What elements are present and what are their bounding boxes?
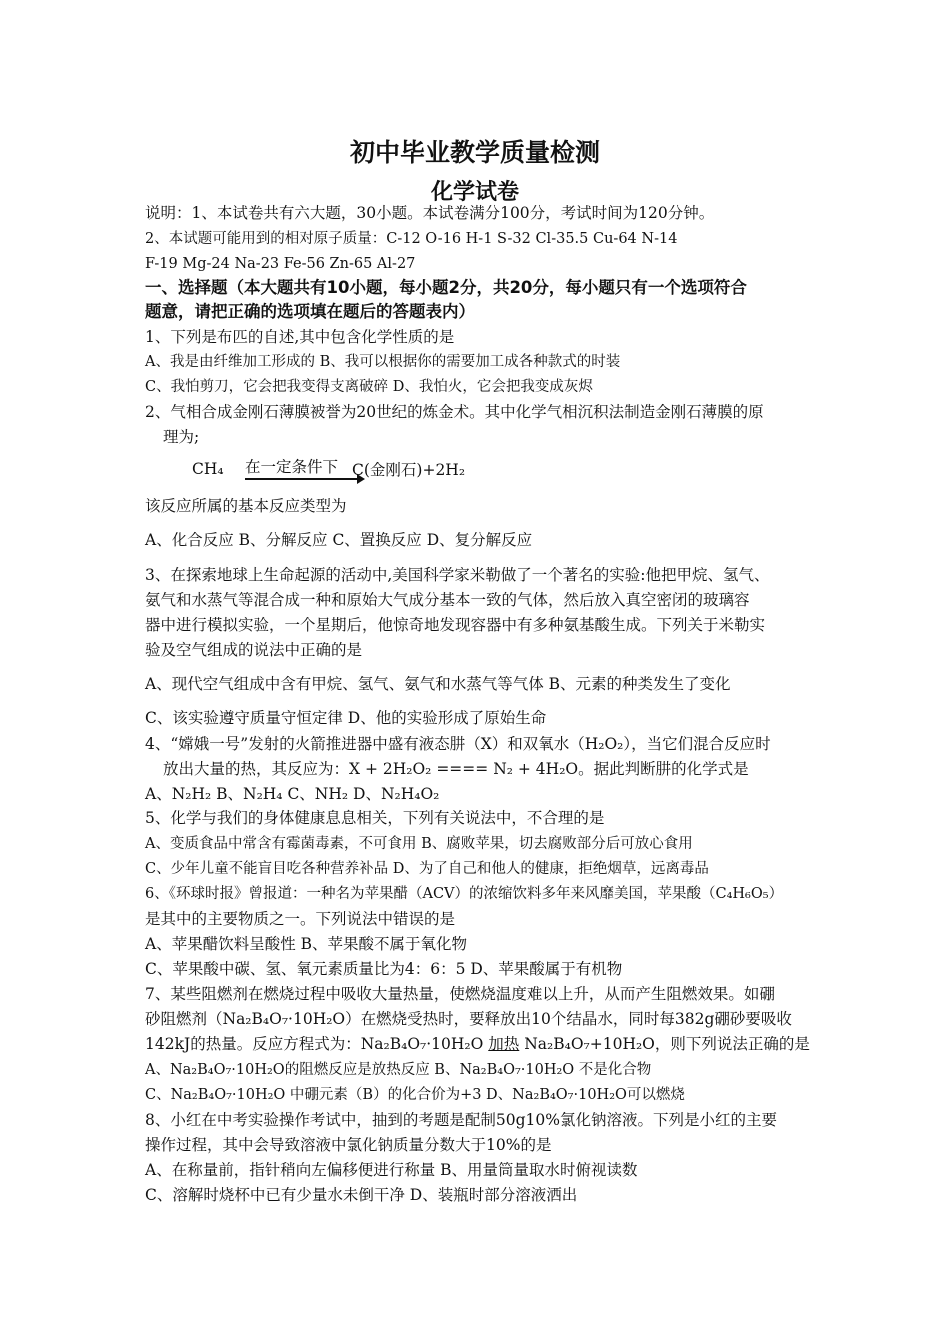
q7-heat-condition: 加热 — [488, 1035, 520, 1053]
reaction-arrow-line — [245, 478, 363, 480]
section-heading-line-1: 一、选择题（本大题共有10小题，每小题2分，共20分，每小题只有一个选项符合 — [145, 278, 747, 297]
instructions-line-3: F-19 Mg-24 Na-23 Fe-56 Zn-65 Al-27 — [145, 256, 416, 272]
q5-stem: 5、化学与我们的身体健康息息相关，下列有关说法中，不合理的是 — [145, 809, 605, 827]
q3-line-1: 3、在探索地球上生命起源的活动中,美国科学家米勒做了一个著名的实验:他把甲烷、氢气、 — [145, 566, 770, 584]
q7-line-2: 砂阻燃剂（Na₂B₄O₇·10H₂O）在燃烧受热时，要释放出10个结晶水，同时每382g硼砂要吸收 — [145, 1010, 792, 1028]
q7-line-1: 7、某些阻燃剂在燃烧过程中吸收大量热量，使燃烧温度难以上升，从而产生阻燃效果。如硼 — [145, 985, 775, 1003]
q7-equation-end: Na₂B₄O₇+10H₂O，则下列说法正确的是 — [519, 1035, 810, 1053]
q5-options-cd: C、少年儿童不能盲目吃各种营养补品 D、为了自己和他人的健康，拒绝烟草，远离毒品 — [145, 861, 709, 877]
q5-options-ab: A、变质食品中常含有霉菌毒素，不可食用 B、腐败苹果，切去腐败部分后可放心食用 — [145, 836, 693, 852]
q7-options-ab: A、Na₂B₄O₇·10H₂O的阻燃反应是放热反应 B、Na₂B₄O₇·10H₂O 不是化合物 — [145, 1062, 652, 1078]
exam-subtitle: 化学试卷 — [430, 180, 519, 205]
q1-options-cd: C、我怕剪刀，它会把我变得支离破碎 D、我怕火，它会把我变成灰烬 — [145, 379, 593, 395]
q7-equation-start: 142kJ的热量。反应方程式为：Na₂B₄O₇·10H₂O — [145, 1035, 489, 1053]
q6-line-1: 6、《环球时报》曾报道：一种名为苹果醋（ACV）的浓缩饮料多年来风靡美国，苹果酸（C₄H₆O₅） — [145, 886, 784, 902]
q8-line-1: 8、小红在中考实验操作考试中，抽到的考题是配制50g10%氯化钠溶液。下列是小红的主要 — [145, 1111, 777, 1129]
q2-stem-line-1: 2、气相合成金刚石薄膜被誉为20世纪的炼金术。其中化学气相沉积法制造金刚石薄膜的原 — [145, 403, 764, 421]
q1-stem: 1、下列是布匹的自述,其中包含化学性质的是 — [145, 328, 455, 346]
q2-question: 该反应所属的基本反应类型为 — [145, 497, 347, 515]
q1-options-ab: A、我是由纤维加工形成的 B、我可以根据你的需要加工成各种款式的时装 — [145, 354, 621, 370]
exam-title: 初中毕业教学质量检测 — [349, 138, 600, 167]
q6-options-cd: C、苹果酸中碳、氢、氧元素质量比为4：6：5 D、苹果酸属于有机物 — [145, 960, 623, 978]
q2-equation — [192, 460, 224, 478]
q3-options-ab: A、现代空气组成中含有甲烷、氢气、氨气和水蒸气等气体 B、元素的种类发生了变化 — [145, 675, 731, 693]
q2-options: A、化合反应 B、分解反应 C、置换反应 D、复分解反应 — [145, 531, 533, 549]
q2-stem-line-2: 理为; — [163, 428, 200, 446]
instructions-line-2: 2、本试题可能用到的相对原子质量：C-12 O-16 H-1 S-32 Cl-35.5 Cu-64 N-14 — [145, 231, 678, 247]
q7-line-3 — [145, 1034, 810, 1054]
q6-options-ab: A、苹果醋饮料呈酸性 B、苹果酸不属于氧化物 — [145, 935, 468, 953]
q8-options-ab: A、在称量前，指针稍向左偏移便进行称量 B、用量筒量取水时俯视读数 — [145, 1161, 638, 1179]
q3-line-4: 验及空气组成的说法中正确的是 — [145, 641, 363, 659]
q4-line-1: 4、“嫦娥一号”发射的火箭推进器中盛有液态肼（X）和双氧水（H₂O₂），当它们混合反应时 — [145, 735, 771, 753]
q3-options-cd: C、该实验遵守质量守恒定律 D、他的实验形成了原始生命 — [145, 709, 547, 727]
q6-line-2: 是其中的主要物质之一。下列说法中错误的是 — [145, 910, 456, 928]
q2-product: C(金刚石)+2H₂ — [352, 461, 466, 479]
q8-line-2: 操作过程，其中会导致溶液中氯化钠质量分数大于10%的是 — [145, 1136, 552, 1154]
q2-reactant: CH₄ — [192, 460, 224, 478]
instructions-line-1: 说明：1、本试卷共有六大题，30小题。本试卷满分100分，考试时间为120分钟。 — [145, 204, 715, 222]
q4-line-2: 放出大量的热，其反应为：X + 2H₂O₂ ==== N₂ + 4H₂O。据此判断肼的化学式是 — [163, 760, 749, 778]
section-heading-line-2: 题意，请把正确的选项填在题后的答题表内） — [145, 302, 475, 321]
q3-line-2: 氨气和水蒸气等混合成一种和原始大气成分基本一致的气体，然后放入真空密闭的玻璃容 — [145, 591, 750, 609]
q8-options-cd: C、溶解时烧杯中已有少量水未倒干净 D、装瓶时部分溶液洒出 — [145, 1186, 578, 1204]
q3-line-3: 器中进行模拟实验，一个星期后，他惊奇地发现容器中有多种氨基酸生成。下列关于米勒实 — [145, 616, 766, 634]
q4-options: A、N₂H₂ B、N₂H₄ C、NH₂ D、N₂H₄O₂ — [145, 785, 440, 803]
q2-condition: 在一定条件下 — [245, 458, 339, 476]
q7-options-cd: C、Na₂B₄O₇·10H₂O 中硼元素（B）的化合价为+3 D、Na₂B₄O₇·10H₂O可以燃烧 — [145, 1087, 685, 1103]
